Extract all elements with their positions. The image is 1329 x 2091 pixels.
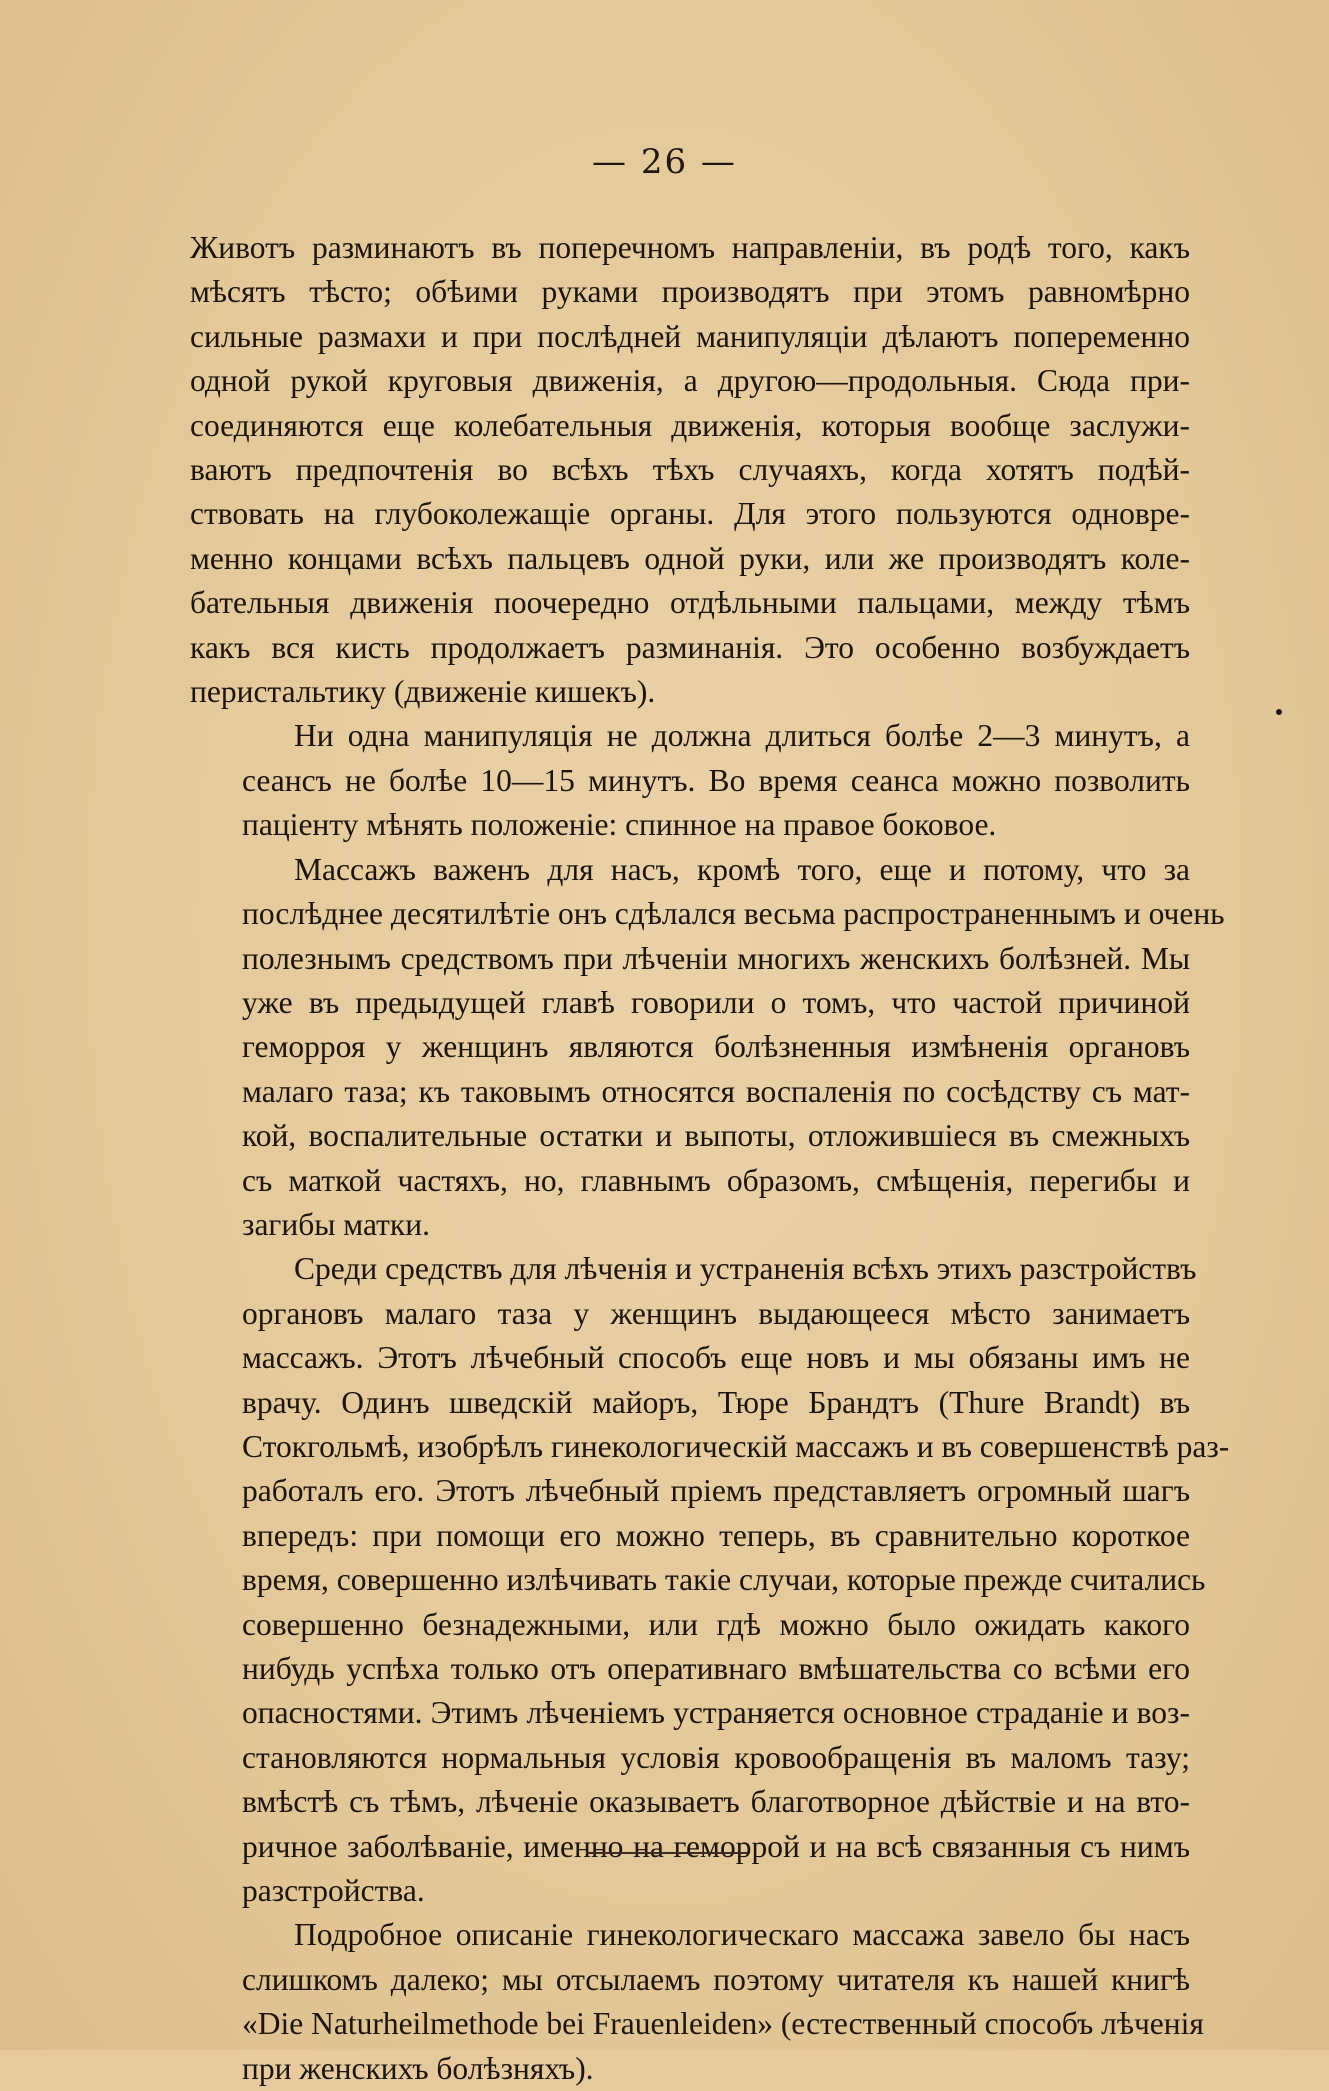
text-line: «Die Naturheilmethode bei Frauenleiden» (естественный способъ лѣченія [242,2006,1204,2042]
text-line: время, совершенно излѣчивать такіе случаи, которые прежде считались [242,1562,1206,1598]
text-line: загибы матки. [242,1206,430,1242]
text-line: совершенно безнадежными, или гдѣ можно было ожидать какого [242,1606,1190,1642]
text-line: ваютъ предпочтенія во всѣхъ тѣхъ случаяхъ, когда хотятъ подѣй- [190,452,1190,488]
text-line: Животъ разминаютъ въ поперечномъ направленіи, въ родѣ того, какъ [190,230,1190,265]
margin-speck [1276,709,1282,715]
text-line: геморроя у женщинъ являются болѣзненныя измѣненія органовъ [242,1029,1190,1065]
text-line: Массажъ важенъ для насъ, кромѣ того, еще и потому, что за [294,851,1190,887]
text-line: массажъ. Этотъ лѣчебный способъ еще новъ и мы обязаны имъ не [242,1340,1190,1376]
text-line: Стокгольмѣ, изобрѣлъ гинекологическій массажъ и въ совершенствѣ раз- [242,1428,1230,1464]
text-line: впередъ: при помощи его можно теперь, въ сравнительно короткое [242,1517,1190,1553]
page-number: — 26 — [592,142,737,182]
paragraph [190,226,1190,714]
text-line: опасностями. Этимъ лѣченіемъ устраняется основное страданіе и воз- [242,1695,1190,1731]
text-line: полезнымъ средствомъ при лѣченіи многихъ женскихъ болѣзней. Мы [242,940,1190,976]
text-line: Ни одна манипуляція не должна длиться болѣе 2—3 минутъ, а [294,718,1190,754]
text-line: врачу. Одинъ шведскій майоръ, Тюре Брандтъ (Thure Brandt) въ [242,1384,1190,1420]
text-line: ствовать на глубоколежащіе органы. Для этого пользуются одновре- [190,496,1190,532]
text-line: бательныя движенія поочередно отдѣльными пальцами, между тѣмъ [190,585,1190,621]
text-line: малаго таза; къ таковымъ относятся воспаленія по сосѣдству съ мат- [242,1073,1190,1109]
text-line: становляются нормальныя условія кровообращенія въ маломъ тазу; [242,1739,1190,1775]
paragraph [190,848,1225,1248]
text-line: Среди средствъ для лѣченія и устраненія всѣхъ этихъ разстройствъ [294,1251,1197,1287]
text-line: органовъ малаго таза у женщинъ выдающееся мѣсто занимаетъ [242,1295,1190,1331]
text-line: соединяются еще колебательныя движенія, которыя вообще заслужи- [190,407,1190,443]
body-text [190,226,1230,2091]
text-line: сеансъ не болѣе 10—15 минутъ. Во время сеанса можно позволить [242,762,1190,798]
paragraph [190,714,1190,847]
text-line: слишкомъ далеко; мы отсылаемъ поэтому читателя къ нашей книгѣ [242,1961,1190,1997]
text-line: при женскихъ болѣзняхъ). [242,2050,594,2086]
end-rule [586,1852,748,1854]
text-line: одной рукой круговыя движенія, а другою—продольныя. Сюда при- [190,363,1190,399]
text-line: сильные размахи и при послѣдней манипуляціи дѣлаютъ попеременно [190,318,1190,354]
text-line: какъ вся кисть продолжаетъ разминанія. Это особенно возбуждаетъ [190,629,1190,665]
paragraph [190,1247,1230,1913]
text-line: разстройства. [242,1873,425,1909]
text-line: вмѣстѣ съ тѣмъ, лѣченіе оказываетъ благотворное дѣйствіе и на вто- [242,1784,1190,1820]
text-line: нибудь успѣха только отъ оперативнаго вмѣшательства со всѣми его [242,1651,1190,1686]
paragraph [190,1913,1204,2091]
text-line: работалъ его. Этотъ лѣчебный пріемъ представляетъ огромный шагъ [242,1473,1190,1509]
text-line: кой, воспалительные остатки и выпоты, отложившіеся въ смежныхъ [242,1118,1190,1154]
text-line: мѣсятъ тѣсто; обѣими руками производятъ при этомъ равномѣрно [190,274,1190,310]
text-line: уже въ предыдущей главѣ говорили о томъ, что частой причиной [242,984,1190,1020]
text-line: паціенту мѣнять положеніе: спинное на правое боковое. [242,807,997,843]
text-line: перистальтику (движеніе кишекъ). [190,674,656,710]
text-line: съ маткой частяхъ, но, главнымъ образомъ, смѣщенія, перегибы и [242,1162,1190,1198]
text-line: менно концами всѣхъ пальцевъ одной руки, или же производятъ коле- [190,540,1190,576]
text-line: послѣднее десятилѣтіе онъ сдѣлался весьма распространеннымъ и очень [242,896,1225,932]
text-line: ричное заболѣваніе, именно на геморрой и на всѣ связанныя съ нимъ [242,1828,1190,1864]
text-line: Подробное описаніе гинекологическаго массажа завело бы насъ [294,1917,1190,1953]
